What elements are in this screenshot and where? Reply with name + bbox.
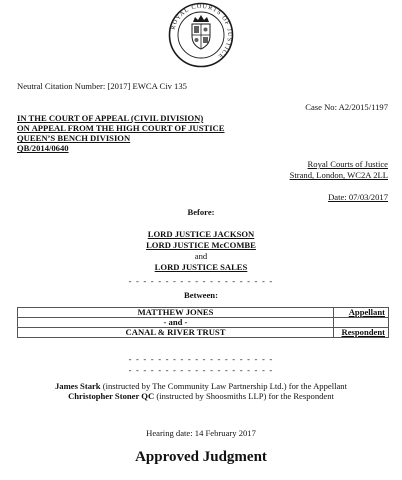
counsel-respondent-detail: (instructed by Shoosmiths LLP) for the Respondent [154, 391, 334, 401]
separator-middle-1: - - - - - - - - - - - - - - - - - - - - [128, 354, 274, 364]
judgment-date: Date: 07/03/2017 [328, 192, 388, 202]
respondent-name: CANAL & RIVER TRUST [18, 328, 334, 338]
court-line-2: ON APPEAL FROM THE HIGH COURT OF JUSTICE [17, 123, 225, 133]
separator-middle-2: - - - - - - - - - - - - - - - - - - - - [128, 365, 274, 375]
case-number: Case No: A2/2015/1197 [305, 102, 388, 112]
before-label: Before: [187, 207, 215, 217]
court-line-1: IN THE COURT OF APPEAL (CIVIL DIVISION) [17, 113, 204, 123]
address-line-2: Strand, London, WC2A 2LL [289, 170, 388, 180]
counsel-respondent [0, 391, 402, 401]
counsel-appellant-detail: (instructed by The Community Law Partnership Ltd.) for the Appellant [100, 381, 347, 391]
table-row [18, 318, 389, 328]
table-row [18, 328, 389, 338]
judge-mccombe: LORD JUSTICE McCOMBE [146, 240, 256, 250]
between-label: Between: [184, 290, 218, 300]
document-title: Approved Judgment [135, 449, 267, 465]
counsel-appellant-name: James Stark [55, 381, 101, 391]
judge-sales: LORD JUSTICE SALES [154, 262, 248, 272]
respondent-role: Respondent [334, 328, 389, 338]
parties-table [17, 307, 389, 338]
royal-courts-seal [168, 2, 234, 68]
hearing-date: Hearing date: 14 February 2017 [146, 428, 256, 438]
appellant-name: MATTHEW JONES [18, 308, 334, 318]
table-row [18, 308, 389, 318]
judge-jackson: LORD JUSTICE JACKSON [147, 229, 255, 239]
parties-and: - and - [18, 318, 334, 328]
neutral-citation: Neutral Citation Number: [2017] EWCA Civ 135 [17, 81, 187, 91]
counsel-respondent-name: Christopher Stoner QC [68, 391, 155, 401]
separator-top: - - - - - - - - - - - - - - - - - - - - [128, 276, 274, 286]
counsel-appellant [0, 381, 402, 391]
appellant-role: Appellant [334, 308, 389, 318]
address-line-1: Royal Courts of Justice [307, 159, 388, 169]
judges-and: and [194, 251, 208, 261]
court-line-3: QUEEN’S BENCH DIVISION [17, 133, 131, 143]
court-line-4: QB/2014/0640 [17, 143, 69, 153]
seal-ring-text: ROYAL COURTS OF JUSTICE [169, 2, 234, 61]
